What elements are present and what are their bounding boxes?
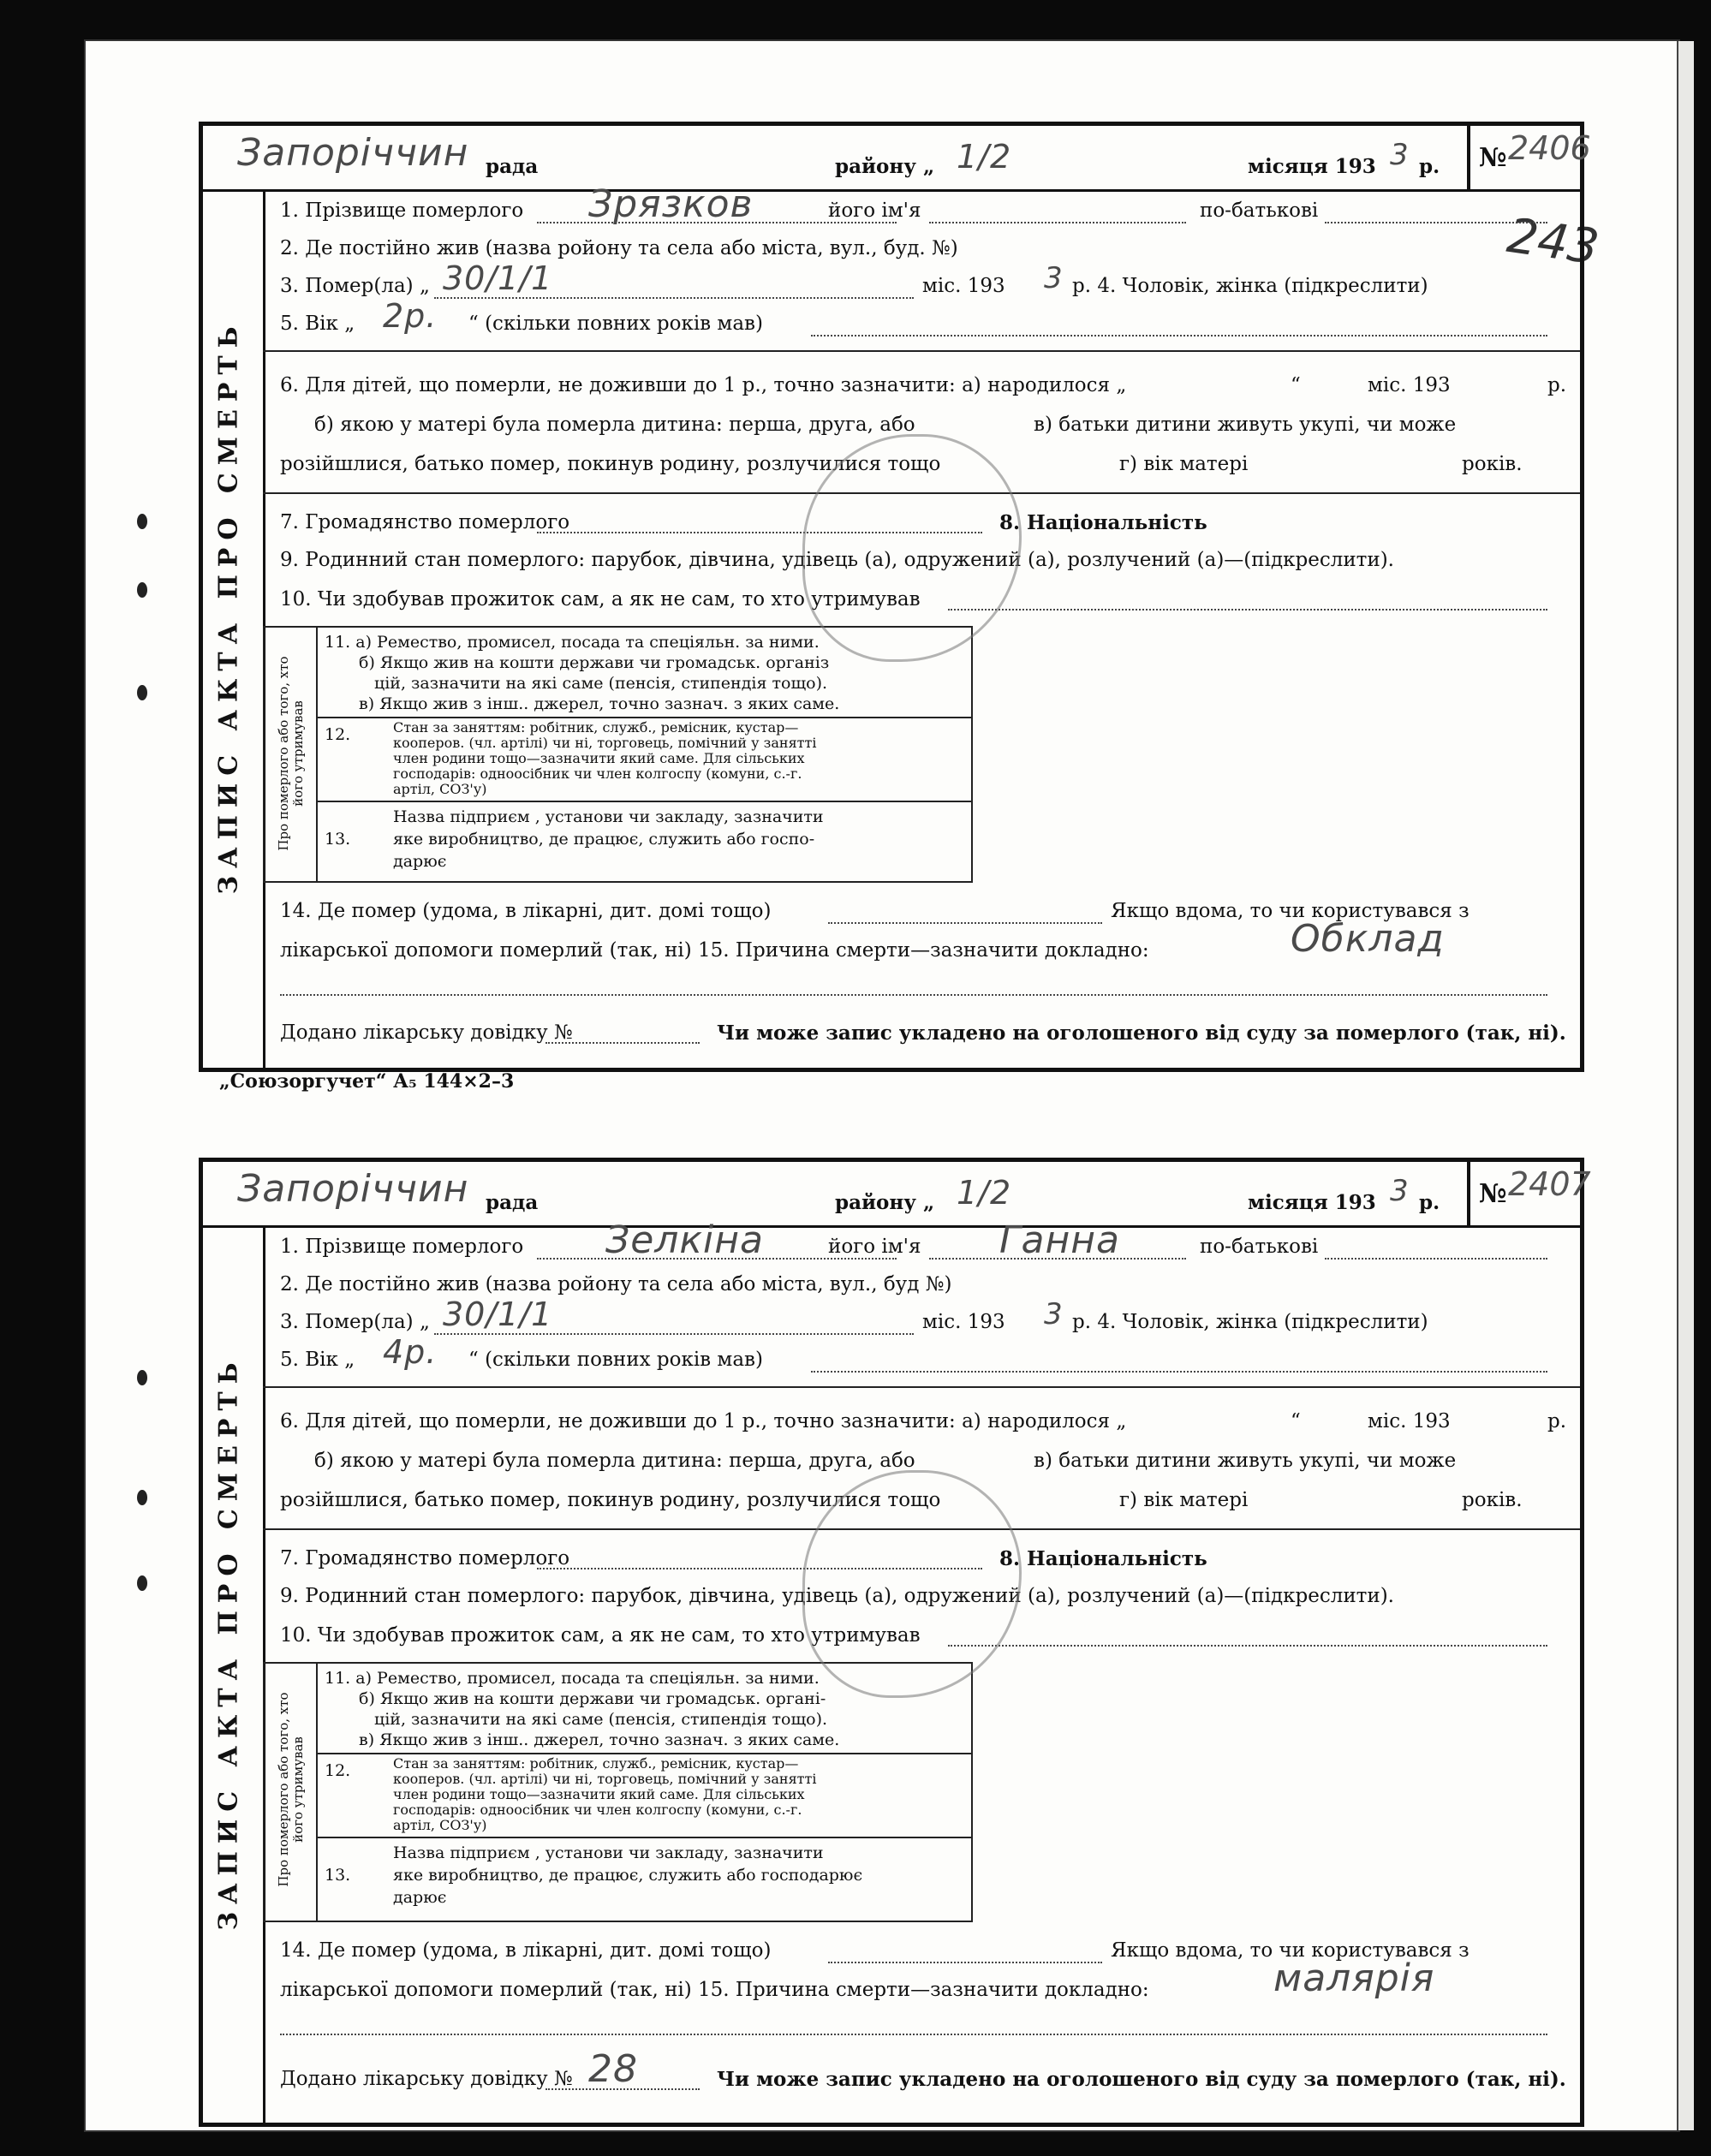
death-record-form-2 <box>199 1158 1591 2127</box>
field-11c: в) Якщо жив з інш.. джерел, точно зазнач. з яких саме. <box>359 694 840 713</box>
field-marital-status: 9. Родинний стан померлого: парубок, дівчина, удівець (а), одружений (а), розлучений (а)—(підкреслити). <box>280 1585 1394 1607</box>
field-11b2: цій, зазначити на які саме (пенсія, стипендія тощо). <box>374 1710 828 1729</box>
field-medical-help-cause: лікарської допомоги померлий (так, ні) 15. Причина смерти—зазначити докладно: <box>280 939 1149 962</box>
field-died-month: міс. 193 <box>922 275 1005 297</box>
field-mother-age-years: років. <box>1462 1489 1523 1511</box>
field-at-home: Якщо вдома, то чи користувався з <box>1111 1939 1470 1962</box>
field-livelihood: 10. Чи здобував прожиток сам, а як не сам, то хто утримував <box>280 588 921 610</box>
field-surname: 1. Прізвище померлого <box>280 1236 524 1258</box>
field-sex: р. 4. Чоловік, жінка (підкреслити) <box>1072 1311 1428 1333</box>
field-medical-help-cause: лікарської допомоги померлий (так, ні) 15. Причина смерти—зазначити докладно: <box>280 1979 1149 2001</box>
field-died-date: 3. Помер(ла) „ <box>280 275 430 297</box>
field-died-date: 3. Помер(ла) „ <box>280 1311 430 1333</box>
field-13a: Назва підприєм , установи чи закладу, зазначити <box>393 1843 824 1862</box>
rada-handwriting: Запорiччин <box>237 1167 469 1211</box>
field-at-home: Якщо вдома, то чи користувався з <box>1111 900 1470 922</box>
age-handwriting: 4р. <box>383 1333 438 1371</box>
field-11b: б) Якщо жив на кошти держави чи громадськ. органі- <box>359 1689 826 1708</box>
cause-handwriting: Обклад <box>1291 917 1445 961</box>
form-side-title <box>203 1225 265 2123</box>
field-mother-age-years: років. <box>1462 453 1523 475</box>
field-infant: 6. Для дітей, що померли, не доживши до 1 р., точно зазначити: а) народилося „ <box>280 374 1127 396</box>
field-patronymic: по-батькові <box>1200 1236 1319 1258</box>
field-11c: в) Якщо жив з інш.. джерел, точно зазнач. з яких саме. <box>359 1730 840 1749</box>
rayon-handwriting: 1/2 <box>957 1174 1012 1212</box>
field-marital-status: 9. Родинний стан померлого: парубок, дівчина, удівець (а), одружений (а), розлучений (а)—(підкреслити). <box>280 549 1394 571</box>
occupation-section <box>263 1662 973 1922</box>
record-number-box <box>1467 126 1591 189</box>
number-label: № <box>1479 143 1507 173</box>
field-nationality: 8. Національність <box>999 1547 1207 1570</box>
r-label: р. <box>1419 1191 1440 1214</box>
page-edge <box>1677 41 1694 2130</box>
field-died-month: міс. 193 <box>922 1311 1005 1333</box>
field-infant-order: б) якою у матері була померла дитина: перша, друга, або <box>314 1450 915 1472</box>
field-place-of-death: 14. Де помер (удома, в лікарні, дит. домі тощо) <box>280 1939 772 1962</box>
rada-label: рада <box>486 1191 539 1214</box>
surname-handwriting: Зелкіна <box>605 1218 764 1262</box>
died-year-handwriting: 3 <box>1044 1297 1064 1331</box>
field-firstname: його ім'я <box>828 200 921 222</box>
field-12c: член родини тощо—зазначити який саме. Для сільських <box>393 1786 805 1802</box>
year-handwriting: 3 <box>1390 1174 1410 1208</box>
record-number-box <box>1467 1162 1591 1225</box>
death-record-form-1 <box>199 122 1591 1072</box>
field-infant-r: р. <box>1547 374 1567 396</box>
field-12-num: 12. <box>325 1761 351 1780</box>
field-infant-month: міс. 193 <box>1368 1410 1451 1432</box>
month-label: місяця 193 <box>1248 155 1376 178</box>
field-parents-divorced: розійшлися, батько помер, покинув родину, розлучилися тощо <box>280 1489 941 1511</box>
field-parents-divorced: розійшлися, батько помер, покинув родину, розлучилися тощо <box>280 453 941 475</box>
field-infant-q: “ <box>1291 1410 1301 1432</box>
field-parents-together: в) батьки дитини живуть укупі, чи може <box>1034 414 1457 436</box>
field-12-num: 12. <box>325 725 351 744</box>
field-13c: дарює <box>393 1888 447 1907</box>
occupation-section <box>263 626 973 883</box>
field-court-declared: Чи може запис укладено на оголошеного від суду за померлого (так, ні). <box>717 2068 1566 2091</box>
rayon-label: району „ <box>835 1191 935 1214</box>
died-year-handwriting: 3 <box>1044 261 1064 295</box>
field-11a: 11. а) Ремество, промисел, посада та спеціяльн. за ними. <box>325 1669 820 1688</box>
field-age-hint: “ (скільки повних років мав) <box>468 1349 763 1371</box>
field-13b: яке виробництво, де працює, служить або господарює <box>393 1866 863 1885</box>
field-livelihood: 10. Чи здобував прожиток сам, а як не сам, то хто утримував <box>280 1624 921 1647</box>
field-12e: артіл, СОЗ'у) <box>393 1817 487 1833</box>
field-12b: кооперов. (чл. артілі) чи ні, торговець, помічний у занятті <box>393 735 817 751</box>
cause-handwriting: малярія <box>1273 1956 1435 2000</box>
form-header <box>203 1162 1591 1228</box>
field-12d: господарів: одноосібник чи член колгоспу (комуни, с.-г. <box>393 765 802 782</box>
field-sex: р. 4. Чоловік, жінка (підкреслити) <box>1072 275 1428 297</box>
field-medical-certificate: Додано лікарську довідку № <box>280 2068 573 2090</box>
rayon-handwriting: 1/2 <box>957 138 1012 176</box>
field-11b: б) Якщо жив на кошти держави чи громадськ. організ <box>359 653 830 672</box>
occupation-side-label: Про померлого або того, хто його утримував <box>276 1692 306 1887</box>
field-citizenship: 7. Громадянство померлого <box>280 1547 570 1569</box>
field-court-declared: Чи може запис укладено на оголошеного від суду за померлого (так, ні). <box>717 1021 1566 1045</box>
field-surname: 1. Прізвище померлого <box>280 200 524 222</box>
margin-note: 243 <box>1503 207 1602 277</box>
field-medical-certificate: Додано лікарську довідку № <box>280 1021 573 1044</box>
field-age: 5. Вік „ <box>280 313 355 335</box>
field-11a: 11. а) Ремество, промисел, посада та спеціяльн. за ними. <box>325 633 820 652</box>
form-header <box>203 126 1591 192</box>
side-title-text: ЗАПИС АКТА ПРО СМЕРТЬ <box>213 319 244 895</box>
field-nationality: 8. Національність <box>999 511 1207 534</box>
number-label: № <box>1479 1179 1507 1209</box>
field-mother-age: г) вік матері <box>1119 1489 1249 1511</box>
field-firstname: його ім'я <box>828 1236 921 1258</box>
age-handwriting: 2р. <box>383 297 438 335</box>
field-residence: 2. Де постійно жив (назва ройону та села або міста, вул., буд. №) <box>280 237 958 259</box>
record-number: 2407 <box>1508 1165 1591 1203</box>
record-number: 2406 <box>1508 129 1591 167</box>
rada-handwriting: Запорiччин <box>237 131 469 175</box>
field-12b: кооперов. (чл. артілі) чи ні, торговець, помічний у занятті <box>393 1771 817 1787</box>
field-13a: Назва підприєм , установи чи закладу, зазначити <box>393 807 824 826</box>
field-11b2: цій, зазначити на які саме (пенсія, стипендія тощо). <box>374 674 828 693</box>
field-12a: Стан за заняттям: робітник, служб., ремісник, кустар— <box>393 1755 799 1772</box>
field-12e: артіл, СОЗ'у) <box>393 781 487 797</box>
field-residence: 2. Де постійно жив (назва ройону та села або міста, вул., буд №) <box>280 1273 952 1295</box>
died-date-handwriting: 30/1/1 <box>443 1295 553 1333</box>
occupation-side-label: Про померлого або того, хто його утримував <box>276 656 306 851</box>
field-age-hint: “ (скільки повних років мав) <box>468 313 763 335</box>
side-title-text: ЗАПИС АКТА ПРО СМЕРТЬ <box>213 1355 244 1931</box>
r-label: р. <box>1419 155 1440 178</box>
rayon-label: району „ <box>835 155 935 178</box>
field-age: 5. Вік „ <box>280 1349 355 1371</box>
year-handwriting: 3 <box>1390 138 1410 172</box>
field-place-of-death: 14. Де помер (удома, в лікарні, дит. домі тощо) <box>280 900 772 922</box>
certificate-handwriting: 28 <box>588 2047 638 2091</box>
field-parents-together: в) батьки дитини живуть укупі, чи може <box>1034 1450 1457 1472</box>
field-infant-r: р. <box>1547 1410 1567 1432</box>
field-mother-age: г) вік матері <box>1119 453 1249 475</box>
field-infant-month: міс. 193 <box>1368 374 1451 396</box>
field-12c: член родини тощо—зазначити який саме. Для сільських <box>393 750 805 766</box>
field-13-num: 13. <box>325 830 351 849</box>
field-infant: 6. Для дітей, що померли, не доживши до 1 р., точно зазначити: а) народилося „ <box>280 1410 1127 1432</box>
rada-label: рада <box>486 155 539 178</box>
field-13c: дарює <box>393 852 447 871</box>
field-patronymic: по-батькові <box>1200 200 1319 222</box>
surname-handwriting: Зрязков <box>588 182 754 226</box>
died-date-handwriting: 30/1/1 <box>443 259 553 297</box>
field-infant-q: “ <box>1291 374 1301 396</box>
field-12a: Стан за заняттям: робітник, служб., ремісник, кустар— <box>393 719 799 736</box>
firstname-handwriting: Ганна <box>999 1218 1120 1262</box>
field-12d: господарів: одноосібник чи член колгоспу (комуни, с.-г. <box>393 1802 802 1818</box>
field-citizenship: 7. Громадянство померлого <box>280 511 570 533</box>
field-13-num: 13. <box>325 1866 351 1885</box>
printer-imprint: „Союзоргучет“ А₅ 144×2–3 <box>219 1070 515 1093</box>
month-label: місяця 193 <box>1248 1191 1376 1214</box>
field-13b: яке виробництво, де працює, служить або госпо- <box>393 830 815 849</box>
field-infant-order: б) якою у матері була померла дитина: перша, друга, або <box>314 414 915 436</box>
form-side-title <box>203 189 265 1068</box>
